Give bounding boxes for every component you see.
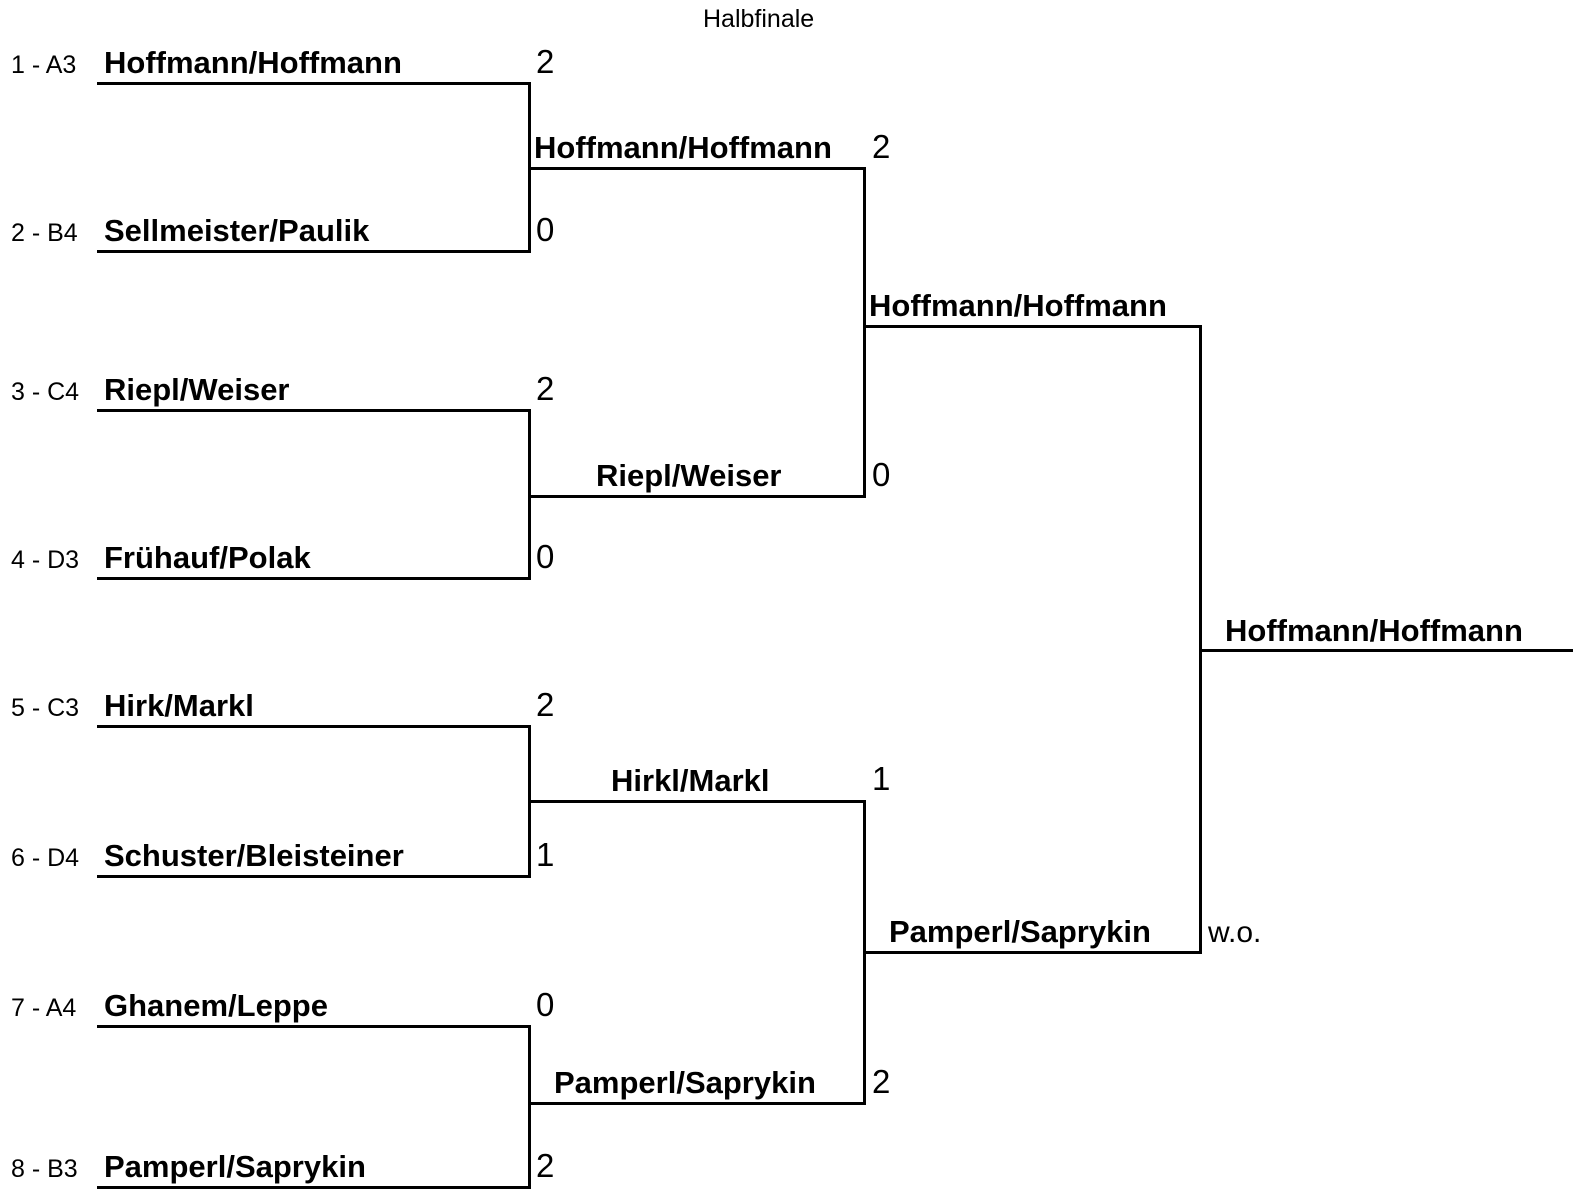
- seed-label: 1 - A3: [11, 51, 77, 79]
- seed-label: 4 - D3: [11, 546, 80, 574]
- team-name: Hirk/Markl: [104, 688, 254, 723]
- team-name: Pamperl/Saprykin: [554, 1065, 816, 1100]
- bracket-line: [97, 250, 531, 253]
- bracket-connector: [1199, 325, 1202, 954]
- bracket-line: [863, 951, 1202, 954]
- seed-label: 8 - B3: [11, 1155, 78, 1183]
- bracket-line: [97, 409, 531, 412]
- team-name: Pamperl/Saprykin: [104, 1149, 366, 1184]
- team-name: Riepl/Weiser: [104, 372, 290, 407]
- bracket-line: [97, 577, 531, 580]
- team-name: Pamperl/Saprykin: [889, 914, 1151, 949]
- seed-label: 7 - A4: [11, 994, 77, 1022]
- bracket-line: [528, 495, 866, 498]
- bracket-line: [97, 1186, 531, 1189]
- team-name: Hirkl/Markl: [611, 763, 770, 798]
- seed-label: 5 - C3: [11, 694, 80, 722]
- bracket-line: [97, 82, 531, 85]
- walkover-label: w.o.: [1208, 916, 1262, 949]
- bracket-line: [528, 1102, 866, 1105]
- team-name: Riepl/Weiser: [596, 458, 782, 493]
- match-score: 2: [536, 370, 555, 407]
- bracket-connector: [528, 1025, 531, 1189]
- match-score: 2: [872, 128, 891, 165]
- team-name: Hoffmann/Hoffmann: [104, 45, 402, 80]
- match-score: 2: [872, 1063, 891, 1100]
- match-score: 2: [536, 686, 555, 723]
- match-score: 1: [872, 760, 891, 797]
- match-score: 1: [536, 836, 555, 873]
- seed-label: 2 - B4: [11, 219, 78, 247]
- team-name: Sellmeister/Paulik: [104, 213, 370, 248]
- match-score: 0: [536, 538, 555, 575]
- team-name: Hoffmann/Hoffmann: [869, 288, 1167, 323]
- bracket-line: [97, 725, 531, 728]
- team-name: Hoffmann/Hoffmann: [534, 130, 832, 165]
- match-score: 0: [872, 456, 891, 493]
- bracket-line: [1199, 649, 1573, 652]
- bracket-line: [528, 800, 866, 803]
- round-title: Halbfinale: [703, 5, 815, 33]
- bracket-line: [528, 167, 866, 170]
- winner-name: Hoffmann/Hoffmann: [1225, 613, 1523, 648]
- bracket-connector: [863, 167, 866, 498]
- bracket-line: [97, 1025, 531, 1028]
- team-name: Schuster/Bleisteiner: [104, 838, 404, 873]
- match-score: 2: [536, 1147, 555, 1184]
- match-score: 2: [536, 43, 555, 80]
- match-score: 0: [536, 211, 555, 248]
- seed-label: 3 - C4: [11, 378, 80, 406]
- match-score: 0: [536, 986, 555, 1023]
- team-name: Ghanem/Leppe: [104, 988, 328, 1023]
- team-name: Frühauf/Polak: [104, 540, 311, 575]
- bracket-line: [97, 875, 531, 878]
- seed-label: 6 - D4: [11, 844, 80, 872]
- bracket-line: [863, 325, 1202, 328]
